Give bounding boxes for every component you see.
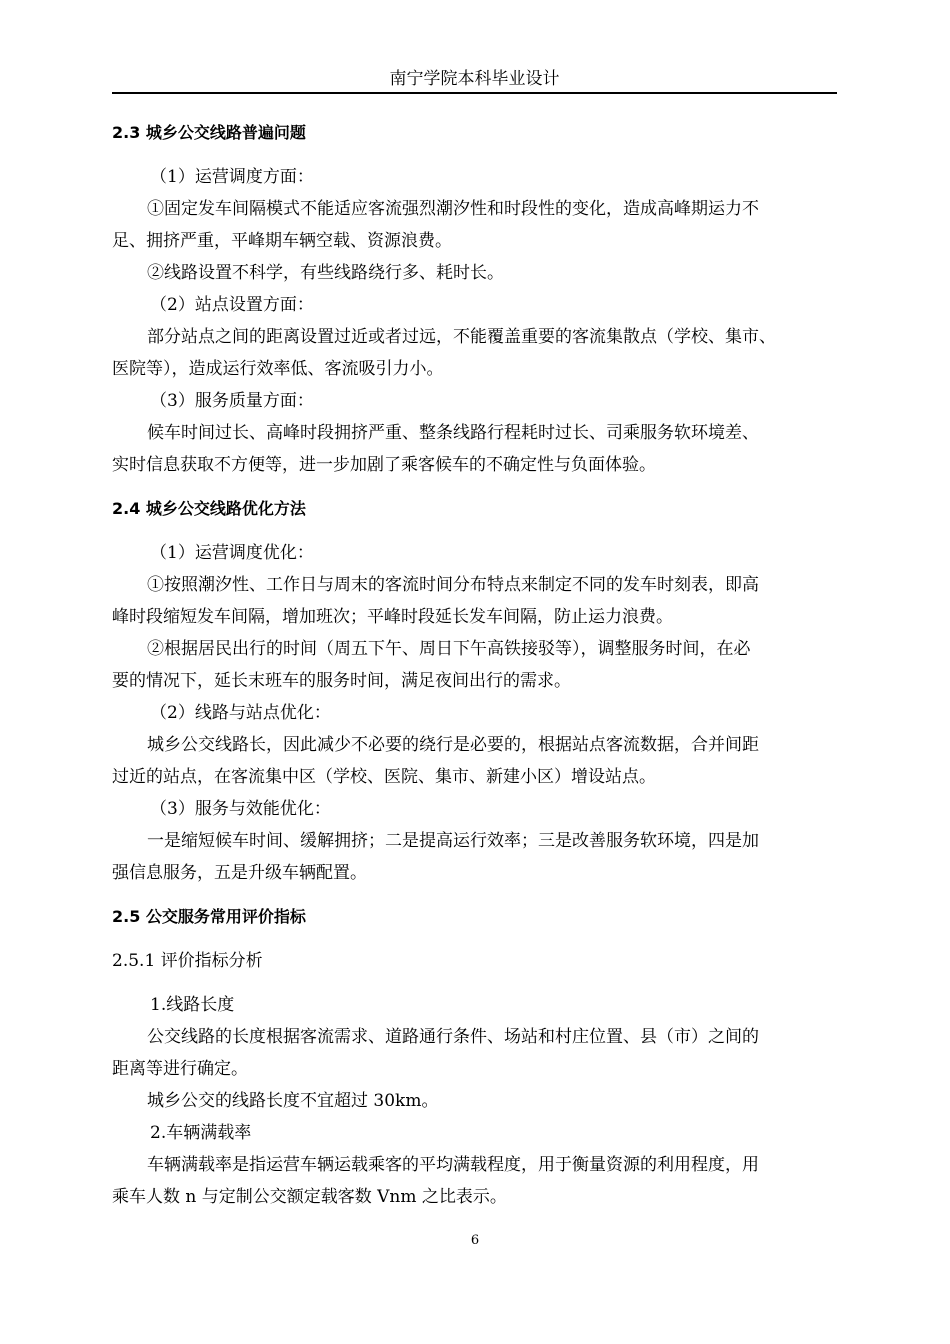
paragraph-line: ①固定发车间隔模式不能适应客流强烈潮汐性和时段性的变化，造成高峰期运力不	[147, 199, 759, 219]
paragraph-line: 强信息服务，五是升级车辆配置。	[112, 863, 367, 883]
paragraph-line: 城乡公交线路长，因此减少不必要的绕行是必要的，根据站点客流数据，合并间距	[147, 735, 759, 755]
page-header-title: 南宁学院本科毕业设计	[389, 69, 560, 89]
section-heading-2-5: 2.5 公交服务常用评价指标	[112, 907, 306, 926]
paragraph-line: ①按照潮汐性、工作日与周末的客流时间分布特点来制定不同的发车时刻表，即高	[147, 575, 759, 595]
paragraph-line: 距离等进行确定。	[112, 1059, 248, 1079]
paragraph-line: 城乡公交的线路长度不宜超过 30km。	[147, 1091, 439, 1111]
paragraph-line: 医院等），造成运行效率低、客流吸引力小。	[112, 359, 444, 379]
page-number: 6	[470, 1233, 480, 1248]
subheading: （2）站点设置方面：	[150, 295, 314, 315]
paragraph-line: 实时信息获取不方便等，进一步加剧了乘客候车的不确定性与负面体验。	[112, 455, 656, 475]
paragraph-line: 候车时间过长、高峰时段拥挤严重、整条线路行程耗时过长、司乘服务软环境差、	[147, 423, 759, 443]
paragraph-line: 峰时段缩短发车间隔，增加班次；平峰时段延长发车间隔，防止运力浪费。	[112, 607, 673, 627]
section-heading-2-4: 2.4 城乡公交线路优化方法	[112, 499, 306, 518]
item-heading: 1.线路长度	[150, 995, 235, 1015]
subheading: （2）线路与站点优化：	[150, 703, 331, 723]
paragraph-line: 一是缩短候车时间、缓解拥挤；二是提高运行效率；三是改善服务软环境，四是加	[147, 831, 759, 851]
paragraph-line: 要的情况下，延长末班车的服务时间，满足夜间出行的需求。	[112, 671, 571, 691]
paragraph-line: 乘车人数 n 与定制公交额定载客数 Vnm 之比表示。	[112, 1187, 507, 1207]
header-divider	[112, 92, 837, 94]
paragraph-line: 公交线路的长度根据客流需求、道路通行条件、场站和村庄位置、县（市）之间的	[147, 1027, 759, 1047]
subheading: （3）服务与效能优化：	[150, 799, 331, 819]
subsection-heading-2-5-1: 2.5.1 评价指标分析	[112, 951, 263, 971]
paragraph-line: ②根据居民出行的时间（周五下午、周日下午高铁接驳等），调整服务时间，在必	[147, 639, 751, 659]
paragraph-line: 车辆满载率是指运营车辆运载乘客的平均满载程度，用于衡量资源的利用程度，用	[147, 1155, 759, 1175]
paragraph-line: 部分站点之间的距离设置过近或者过远，不能覆盖重要的客流集散点（学校、集市、	[147, 327, 776, 347]
subheading: （1）运营调度方面：	[150, 167, 314, 187]
item-heading: 2.车辆满载率	[150, 1123, 252, 1143]
subheading: （1）运营调度优化：	[150, 543, 314, 563]
subheading: （3）服务质量方面：	[150, 391, 314, 411]
paragraph-line: 足、拥挤严重，平峰期车辆空载、资源浪费。	[112, 231, 452, 251]
section-heading-2-3: 2.3 城乡公交线路普遍问题	[112, 123, 306, 142]
paragraph-line: ②线路设置不科学，有些线路绕行多、耗时长。	[147, 263, 504, 283]
paragraph-line: 过近的站点，在客流集中区（学校、医院、集市、新建小区）增设站点。	[112, 767, 656, 787]
